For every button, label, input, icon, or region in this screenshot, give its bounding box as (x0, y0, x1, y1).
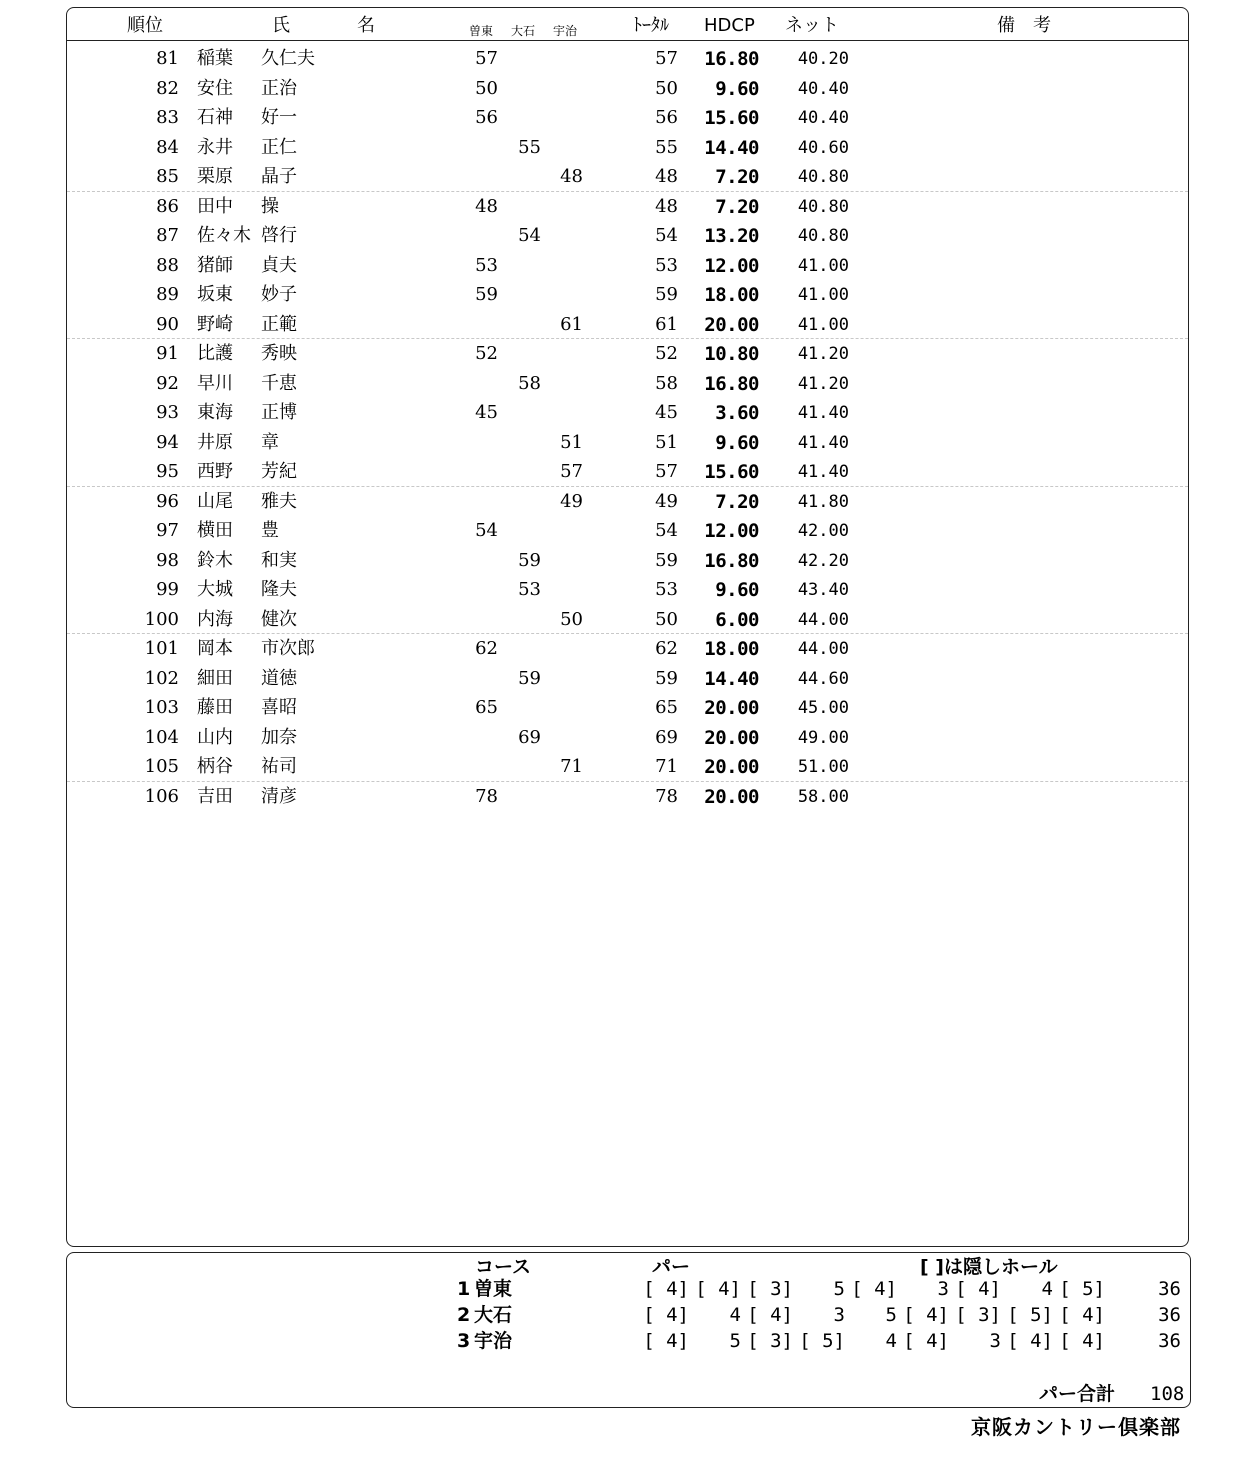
first-name-cell: 道徳 (261, 667, 297, 689)
last-name-cell: 石神 (197, 107, 233, 128)
course-name: 曽東 (474, 1278, 513, 1300)
table-row (67, 398, 1188, 428)
table-row (67, 251, 1188, 281)
last-name-cell: 安住 (197, 77, 233, 99)
rank-cell: 86 (156, 195, 179, 217)
total-cell: 62 (655, 638, 678, 659)
total-cell: 69 (655, 726, 678, 748)
hdcp-cell: 6.00 (715, 608, 759, 631)
net-cell: 51.00 (797, 757, 849, 777)
results-table (66, 7, 1189, 1247)
first-name-cell: 操 (261, 195, 279, 217)
total-cell: 59 (655, 549, 678, 571)
first-name-cell: 晶子 (261, 166, 297, 187)
hole-par: [ 4] (643, 1330, 689, 1352)
rank-cell: 103 (144, 697, 179, 718)
hdcp-cell: 12.00 (704, 520, 759, 542)
par-total-value: 108 (1150, 1383, 1185, 1405)
hole-par: [ 4] (643, 1304, 689, 1326)
rank-cell: 92 (156, 372, 179, 394)
course1-score-cell: 78 (475, 785, 498, 807)
rank-cell: 89 (156, 284, 179, 305)
hole-par: [ 3] (747, 1278, 793, 1300)
rank-cell: 97 (156, 520, 179, 541)
last-name-cell: 藤田 (197, 697, 233, 718)
rank-cell: 105 (144, 756, 179, 777)
table-row (67, 546, 1188, 576)
last-name-cell: 早川 (197, 372, 233, 394)
first-name-cell: 秀映 (261, 343, 297, 364)
table-row (67, 192, 1188, 222)
net-cell: 41.40 (797, 403, 849, 423)
total-cell: 49 (655, 490, 678, 512)
first-name-cell: 正範 (261, 313, 297, 335)
last-name-cell: 野崎 (197, 313, 233, 335)
rank-cell: 96 (156, 490, 179, 512)
table-row (67, 516, 1188, 546)
last-name-cell: 吉田 (197, 785, 233, 807)
course1-score-cell: 57 (475, 48, 498, 69)
last-name-cell: 大城 (197, 579, 233, 600)
table-row (67, 280, 1188, 310)
total-cell: 55 (655, 136, 678, 158)
course-par-sum: 36 (1158, 1330, 1181, 1352)
hdcp-cell: 20.00 (704, 726, 759, 749)
total-cell: 71 (655, 756, 678, 777)
table-row (67, 369, 1188, 399)
hdcp-cell: 20.00 (704, 313, 759, 336)
last-name-cell: 坂東 (197, 284, 233, 305)
total-cell: 53 (655, 579, 678, 600)
first-name-cell: 豊 (261, 520, 279, 541)
table-row (67, 103, 1188, 133)
header-name-family: 氏 (272, 15, 290, 36)
net-cell: 42.00 (797, 521, 849, 541)
first-name-cell: 啓行 (261, 225, 297, 246)
total-cell: 45 (655, 402, 678, 423)
course-par-sum: 36 (1158, 1278, 1181, 1300)
last-name-cell: 横田 (197, 520, 233, 541)
total-cell: 53 (655, 254, 678, 276)
course-number: 1 (457, 1278, 471, 1300)
rank-cell: 102 (144, 667, 179, 689)
hole-par: [ 5] (799, 1330, 845, 1352)
first-name-cell: 芳紀 (261, 461, 297, 482)
hdcp-cell: 16.80 (704, 549, 759, 572)
hole-par: [ 4] (955, 1278, 1001, 1300)
course2-score-cell: 58 (518, 372, 541, 394)
last-name-cell: 柄谷 (197, 756, 233, 777)
hdcp-cell: 9.60 (715, 431, 759, 454)
net-cell: 41.00 (797, 255, 849, 276)
table-row (67, 162, 1188, 192)
net-cell: 41.40 (797, 432, 849, 453)
header-course3: 宇治 (553, 24, 578, 38)
course3-score-cell: 61 (560, 313, 583, 335)
net-cell: 40.20 (797, 49, 849, 69)
course2-score-cell: 59 (518, 667, 541, 689)
course2-score-cell: 53 (518, 579, 541, 600)
hole-par: 5 (729, 1330, 741, 1352)
rank-cell: 83 (156, 107, 179, 128)
course1-score-cell: 56 (475, 107, 498, 128)
net-cell: 49.00 (797, 727, 849, 748)
hdcp-cell: 13.20 (704, 225, 759, 247)
last-name-cell: 東海 (197, 402, 233, 423)
course3-score-cell: 50 (560, 608, 583, 630)
table-header (67, 8, 1188, 41)
net-cell: 44.00 (797, 639, 849, 659)
course-par-box (66, 1252, 1191, 1408)
net-cell: 45.00 (797, 698, 849, 718)
rank-cell: 104 (144, 726, 179, 748)
course1-score-cell: 54 (475, 520, 498, 541)
hdcp-cell: 7.20 (715, 490, 759, 513)
header-course2: 大石 (511, 24, 536, 38)
first-name-cell: 雅夫 (261, 490, 297, 512)
hdcp-cell: 16.80 (704, 372, 759, 395)
net-cell: 40.80 (797, 226, 849, 246)
last-name-cell: 内海 (197, 608, 233, 630)
rank-cell: 81 (156, 48, 179, 69)
course3-score-cell: 57 (560, 461, 583, 482)
hdcp-cell: 18.00 (704, 638, 759, 660)
total-cell: 78 (655, 785, 678, 807)
net-cell: 41.20 (797, 344, 849, 364)
header-total: ﾄｰﾀﾙ (633, 15, 669, 36)
first-name-cell: 妙子 (261, 284, 297, 305)
hole-par: [ 4] (747, 1304, 793, 1326)
rank-cell: 99 (156, 579, 179, 600)
rank-cell: 88 (156, 254, 179, 276)
table-row (67, 664, 1188, 694)
hole-par: [ 5] (1007, 1304, 1053, 1326)
club-name: 京阪カントリー倶楽部 (971, 1415, 1181, 1439)
hdcp-cell: 7.20 (715, 195, 759, 218)
header-remarks: 備 考 (997, 15, 1051, 36)
table-row (67, 782, 1188, 812)
total-cell: 61 (655, 313, 678, 335)
header-course1: 曽東 (469, 24, 494, 38)
hole-par: 3 (989, 1330, 1001, 1352)
course-name: 宇治 (474, 1330, 513, 1352)
course1-score-cell: 45 (475, 402, 498, 423)
hole-par: 4 (885, 1330, 897, 1352)
last-name-cell: 永井 (197, 136, 233, 158)
hdcp-cell: 12.00 (704, 254, 759, 277)
last-name-cell: 栗原 (197, 166, 233, 187)
net-cell: 44.00 (797, 609, 849, 630)
total-cell: 56 (655, 107, 678, 128)
hole-par: 4 (729, 1304, 741, 1326)
rank-cell: 93 (156, 402, 179, 423)
net-cell: 40.80 (797, 167, 849, 187)
hdcp-cell: 20.00 (704, 756, 759, 778)
hdcp-cell: 7.20 (715, 166, 759, 188)
table-row (67, 428, 1188, 458)
last-name-cell: 山内 (197, 726, 233, 748)
hdcp-cell: 15.60 (704, 461, 759, 483)
rank-cell: 106 (144, 785, 179, 807)
course-number: 3 (457, 1330, 471, 1352)
table-row (67, 752, 1188, 782)
table-row (67, 605, 1188, 635)
hdcp-cell: 10.80 (704, 343, 759, 365)
course1-score-cell: 65 (475, 697, 498, 718)
hole-par: 3 (833, 1304, 845, 1326)
last-name-cell: 稲葉 (197, 48, 233, 69)
net-cell: 40.40 (797, 78, 849, 99)
net-cell: 44.60 (797, 668, 849, 689)
header-name-given: 名 (357, 15, 375, 36)
rank-cell: 82 (156, 77, 179, 99)
rank-cell: 101 (144, 638, 179, 659)
course2-score-cell: 69 (518, 726, 541, 748)
total-cell: 59 (655, 667, 678, 689)
table-row (67, 133, 1188, 163)
hdcp-cell: 14.40 (704, 667, 759, 690)
par-label: パー (652, 1256, 691, 1278)
rank-cell: 94 (156, 431, 179, 453)
first-name-cell: 正治 (261, 77, 297, 99)
hole-par: [ 4] (643, 1278, 689, 1300)
hdcp-cell: 20.00 (704, 785, 759, 808)
hdcp-cell: 14.40 (704, 136, 759, 159)
header-hdcp: HDCP (704, 15, 755, 36)
course3-score-cell: 49 (560, 490, 583, 512)
hole-par: [ 4] (903, 1330, 949, 1352)
last-name-cell: 山尾 (197, 490, 233, 512)
hidden-hole-note: [ ]は隠しホール (920, 1256, 1058, 1278)
last-name-cell: 佐々木 (197, 225, 251, 246)
total-cell: 50 (655, 77, 678, 99)
rank-cell: 100 (144, 608, 179, 630)
hole-par: 3 (937, 1278, 949, 1300)
hdcp-cell: 18.00 (704, 284, 759, 306)
hdcp-cell: 15.60 (704, 107, 759, 129)
net-cell: 40.40 (797, 108, 849, 128)
hole-par: [ 3] (747, 1330, 793, 1352)
course2-score-cell: 59 (518, 549, 541, 571)
course-name: 大石 (474, 1304, 513, 1326)
net-cell: 58.00 (797, 786, 849, 807)
rank-cell: 84 (156, 136, 179, 158)
net-cell: 41.40 (797, 462, 849, 482)
total-cell: 65 (655, 697, 678, 718)
table-body (67, 44, 1188, 811)
table-row (67, 457, 1188, 487)
net-cell: 40.80 (797, 196, 849, 217)
net-cell: 43.40 (797, 580, 849, 600)
first-name-cell: 隆夫 (261, 579, 297, 600)
course1-score-cell: 48 (475, 195, 498, 217)
rank-cell: 95 (156, 461, 179, 482)
hole-par: [ 4] (851, 1278, 897, 1300)
net-cell: 40.60 (797, 137, 849, 158)
net-cell: 41.80 (797, 491, 849, 512)
hole-par: [ 4] (695, 1278, 741, 1300)
last-name-cell: 猪師 (197, 254, 233, 276)
course3-score-cell: 71 (560, 756, 583, 777)
hole-par: [ 4] (903, 1304, 949, 1326)
table-row (67, 310, 1188, 340)
par-total-label: パー合計 (1039, 1383, 1116, 1405)
total-cell: 48 (655, 166, 678, 187)
total-cell: 54 (655, 520, 678, 541)
table-row (67, 44, 1188, 74)
total-cell: 57 (655, 461, 678, 482)
total-cell: 51 (655, 431, 678, 453)
first-name-cell: 章 (261, 431, 279, 453)
course3-score-cell: 48 (560, 166, 583, 187)
net-cell: 41.00 (797, 314, 849, 335)
hdcp-cell: 16.80 (704, 48, 759, 70)
last-name-cell: 細田 (197, 667, 233, 689)
first-name-cell: 加奈 (261, 726, 297, 748)
net-cell: 42.20 (797, 550, 849, 571)
hdcp-cell: 20.00 (704, 697, 759, 719)
course-number: 2 (457, 1304, 471, 1326)
first-name-cell: 好一 (261, 107, 297, 128)
table-row (67, 693, 1188, 723)
hole-par: [ 4] (1059, 1330, 1105, 1352)
first-name-cell: 貞夫 (261, 254, 297, 276)
table-row (67, 487, 1188, 517)
first-name-cell: 祐司 (261, 756, 297, 777)
first-name-cell: 清彦 (261, 785, 297, 807)
total-cell: 57 (655, 48, 678, 69)
total-cell: 59 (655, 284, 678, 305)
course2-score-cell: 54 (518, 225, 541, 246)
first-name-cell: 和実 (261, 549, 297, 571)
first-name-cell: 喜昭 (261, 697, 297, 718)
total-cell: 48 (655, 195, 678, 217)
first-name-cell: 正仁 (261, 136, 297, 158)
table-row (67, 723, 1188, 753)
last-name-cell: 比護 (197, 343, 233, 364)
total-cell: 58 (655, 372, 678, 394)
course1-score-cell: 59 (475, 284, 498, 305)
table-row (67, 634, 1188, 664)
last-name-cell: 田中 (197, 195, 233, 217)
hdcp-cell: 3.60 (715, 402, 759, 424)
first-name-cell: 久仁夫 (261, 48, 315, 69)
course2-score-cell: 55 (518, 136, 541, 158)
total-cell: 50 (655, 608, 678, 630)
course1-score-cell: 62 (475, 638, 498, 659)
course-par-sum: 36 (1158, 1304, 1181, 1326)
last-name-cell: 井原 (197, 431, 233, 453)
total-cell: 52 (655, 343, 678, 364)
first-name-cell: 正博 (261, 402, 297, 423)
hdcp-cell: 9.60 (715, 77, 759, 100)
hole-par: 4 (1041, 1278, 1053, 1300)
last-name-cell: 西野 (197, 461, 233, 482)
first-name-cell: 千恵 (261, 372, 297, 394)
net-cell: 41.20 (797, 373, 849, 394)
rank-cell: 90 (156, 313, 179, 335)
hole-par: [ 4] (1007, 1330, 1053, 1352)
rank-cell: 98 (156, 549, 179, 571)
hdcp-cell: 9.60 (715, 579, 759, 601)
hole-par: 5 (833, 1278, 845, 1300)
course3-score-cell: 51 (560, 431, 583, 453)
last-name-cell: 岡本 (197, 638, 233, 659)
course-label: コース (475, 1256, 532, 1278)
rank-cell: 87 (156, 225, 179, 246)
table-row (67, 339, 1188, 369)
hole-par: [ 5] (1059, 1278, 1105, 1300)
header-rank: 順位 (127, 15, 163, 36)
course1-score-cell: 52 (475, 343, 498, 364)
rank-cell: 85 (156, 166, 179, 187)
net-cell: 41.00 (797, 285, 849, 305)
hole-par: [ 3] (955, 1304, 1001, 1326)
table-row (67, 221, 1188, 251)
course1-score-cell: 50 (475, 77, 498, 99)
header-net: ネット (785, 15, 839, 36)
first-name-cell: 健次 (261, 608, 297, 630)
table-row (67, 74, 1188, 104)
hole-par: [ 4] (1059, 1304, 1105, 1326)
total-cell: 54 (655, 225, 678, 246)
course1-score-cell: 53 (475, 254, 498, 276)
table-row (67, 575, 1188, 605)
rank-cell: 91 (156, 343, 179, 364)
hole-par: 5 (885, 1304, 897, 1326)
last-name-cell: 鈴木 (197, 549, 233, 571)
first-name-cell: 市次郎 (261, 638, 315, 659)
